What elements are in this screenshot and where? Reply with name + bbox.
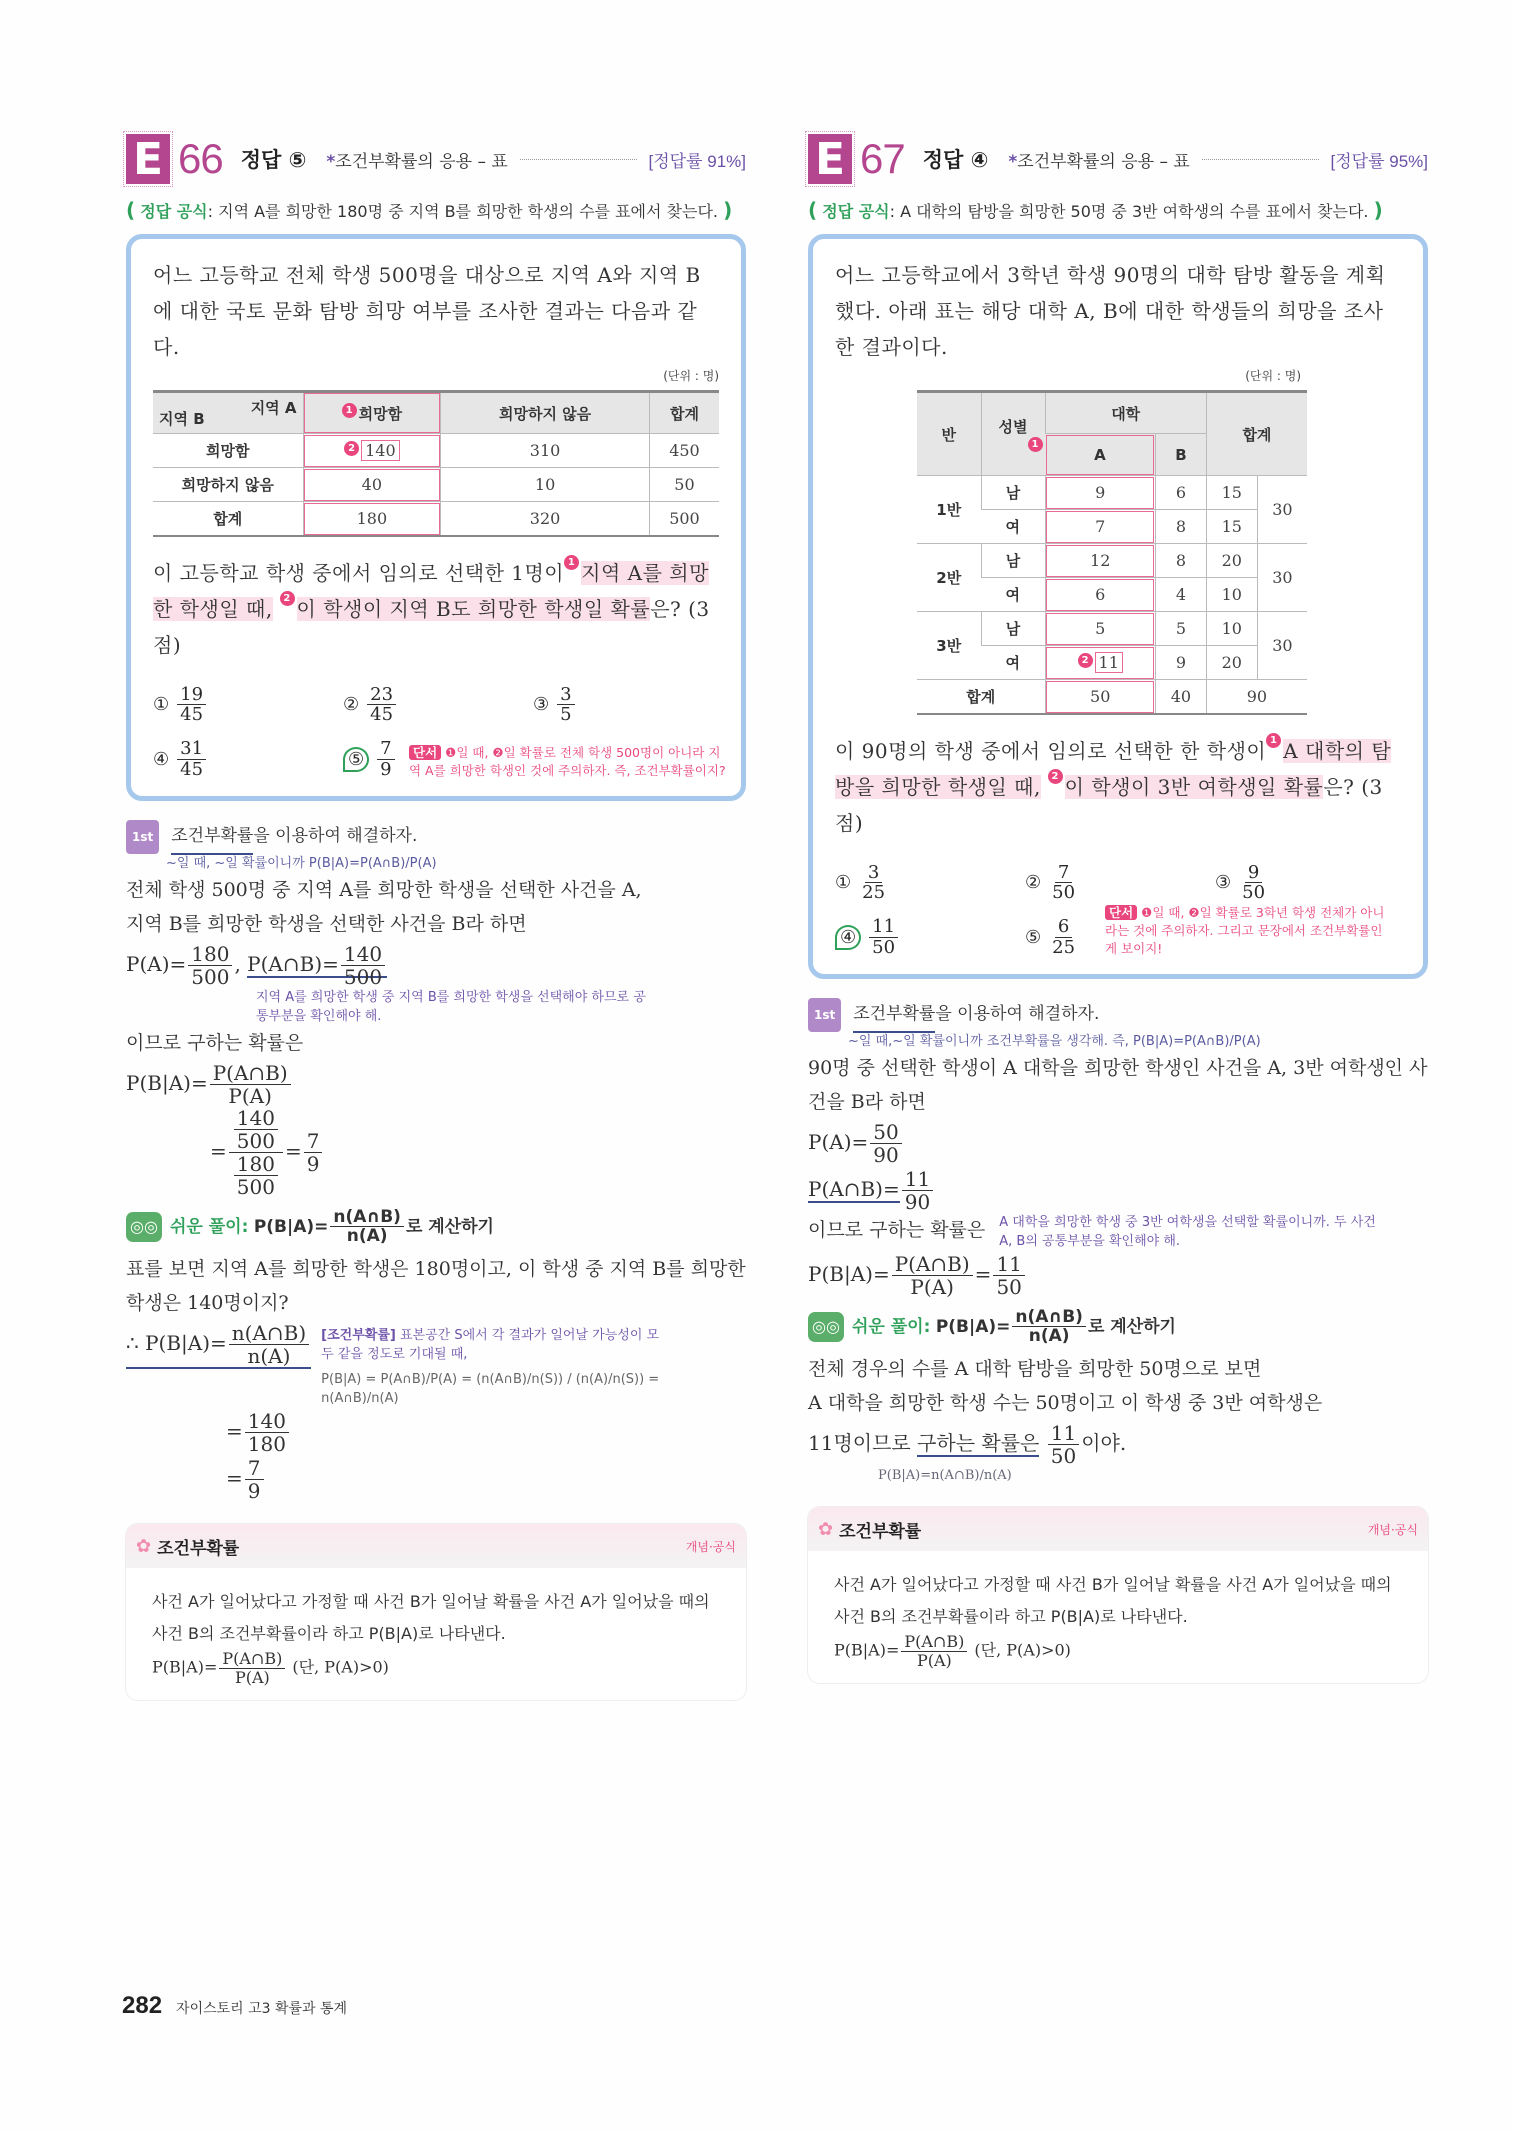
step-1: 1st 조건부확률 을 이용하여 해결하자. <box>126 819 746 855</box>
flower-icon: ✿ <box>818 1518 834 1540</box>
choice-4[interactable]: ④ $\frac{31}{45}$ <box>153 739 343 780</box>
answer-label: 정답 ⑤ <box>240 148 307 172</box>
topic: *조건부확률의 응용 – 표 <box>1008 151 1190 172</box>
concept-box: ✿ 조건부확률 개념·공식 사건 A가 일어났다고 가정할 때 사건 B가 일어날 확률을 사건 A가 일어났을 때의 사건 B의 조건부확률이라 하고 P(B|A)로 나타낸다. P(B|A)= $\frac{P(A\cap B)}{P(A)}$ (단, P(A)>0) <box>808 1507 1428 1683</box>
binoculars-icon: ◎◎ <box>126 1212 162 1242</box>
table-row: 합계 180 320 500 <box>153 502 719 536</box>
equation: P(B|A)= $\frac{P(A\cap B)}{P(A)}$ <box>126 1060 746 1107</box>
table-row: 여 6 4 10 <box>917 578 1307 612</box>
easy-solution-header: ◎◎ 쉬운 풀이: P(B|A)= $\frac{n(A\cap B)}{n(A)}$ 로 계산하기 <box>808 1308 1428 1346</box>
section-badge: E <box>808 134 852 184</box>
question-intro: 어느 고등학교 전체 학생 500명을 대상으로 지역 A와 지역 B에 대한 국토 문화 탐방 희망 여부를 조사한 결과는 다음과 같다. <box>153 263 701 359</box>
table-row: 2반 남 12 8 20 30 <box>917 544 1307 578</box>
table-row: 희망하지 않음 40 10 50 <box>153 468 719 502</box>
col-header: 합계 <box>649 392 719 434</box>
problem-number: 66 <box>178 135 223 182</box>
unit-label: (단위 : 명) <box>1245 369 1301 383</box>
hint-note: 단서 ❶일 때, ❷일 확률로 3학년 학생 전체가 아니라는 것에 주의하자. 그리고 문장에서 조건부확률인 게 보이지! <box>1105 904 1385 956</box>
answer-formula: ( 정답 공식: A 대학의 탐방을 희망한 50명 중 3반 여학생의 수를 표에서 찾는다. ) <box>808 198 1383 222</box>
table-row: 여 7 8 15 <box>917 510 1307 544</box>
step-1: 1st 조건부확률 을 이용하여 해결하자. <box>808 997 1428 1033</box>
equation: = $\frac{\frac{140}{500}}{\frac{180}{500}}$ = $\frac{7}{9}$ <box>210 1107 746 1198</box>
solution: 1st 조건부확률 을 이용하여 해결하자. ~일 때, ~일 확률이니까 P(B|A)=P(A∩B)/P(A) 전체 학생 500명 중 지역 A를 희망한 학생을 선택한 사건을 A, 지역 B를 희망한 학생을 선택한 사건을 B라 하면 P(A)= $\frac{180}{500}$ , P(A∩B)= $\frac{140}{500}$ 지역 A를 희망한 학생 중 지역 B를 희망한 학생을 선택해야 하므로 공통부분을 확인해야 해. 이므로 구하는 확률은 P(B|A)= $\frac{P(A\cap B)}{P(A)}$ = $\frac{\frac{140}{500}}{\frac{180}{500}}$ = $\frac{7}{9}$ ◎◎ 쉬운 풀이: P(B|A)= $\frac{n(A\cap B)}{n(A)}$ 로 계산하기 표를 보면 지역 A를 희망한 학생은 180명이고, 이 학생 중 지역 B를 희망한 학생은 140명이지? ∴ P(B|A)= $\frac{n(A\cap B)}{n(A)}$ [조건부확률] 표본공간 S에서 각 결과가 일어날 가능성이 모두 같을 정도로 기대될 때, P(B|A) = P(A∩B)/P(A) = (n(A∩B)/n(S)) / (n(A)/n(S)) = n(A∩B)/n(A) = $\frac{140}{180}$ = $\frac{7}{9}$ <box>126 819 746 1502</box>
topic: *조건부확률의 응용 – 표 <box>326 151 508 172</box>
col-header: 희망하지 않음 <box>441 392 650 434</box>
choice-1[interactable]: ① $\frac{19}{45}$ <box>153 685 343 726</box>
book-title: 자이스토리 고3 확률과 통계 <box>176 2001 348 2017</box>
concept-box: ✿ 조건부확률 개념·공식 사건 A가 일어났다고 가정할 때 사건 B가 일어날 확률을 사건 A가 일어났을 때의 사건 B의 조건부확률이라 하고 P(B|A)로 나타낸다. P(B|A)= $\frac{P(A\cap B)}{P(A)}$ (단, P(A)>0) <box>126 1524 746 1700</box>
problem-number: 67 <box>860 135 905 182</box>
choice-5-correct[interactable]: ⑤ $\frac{7}{9}$ <box>343 739 533 780</box>
problem-header <box>126 132 746 186</box>
col-header: 1 희망함 <box>303 392 441 434</box>
step-note: ~일 때,~일 확률이니까 조건부확률을 생각해. 즉, P(B|A)=P(A∩B)/P(A) <box>848 1033 1261 1049</box>
correct-rate: [정답률 91%] <box>648 151 746 171</box>
question-text: 이 고등학교 학생 중에서 임의로 선택한 1명이 1 지역 A를 희망한 학생일 때, 2 이 학생이 지역 B도 희망한 학생일 확률은? (3점) <box>153 556 710 657</box>
choice-1[interactable]: ① $\frac{3}{25}$ <box>835 861 886 904</box>
solution: 1st 조건부확률 을 이용하여 해결하자. ~일 때,~일 확률이니까 조건부확률을 생각해. 즉, P(B|A)=P(A∩B)/P(A) 90명 중 선택한 학생이 A 대학을 희망한 학생인 사건을 A, 3반 여학생인 사건을 B라 하면 P(A)= $\frac{50}{90}$ P(A∩B)= $\frac{11}{90}$ 이므로 구하는 확률은 A 대학을 희망한 학생 중 3반 여학생을 선택할 확률이니까. 두 사건 A, B의 공통부분을 확인해야 해. P(B|A)= $\frac{P(A\cap B)}{P(A)}$ = $\frac{11}{50}$ ◎◎ 쉬운 풀이: P(B|A)= $\frac{n(A\cap B)}{n(A)}$ 로 계산하기 전체 경우의 수를 A 대학 탐방을 희망한 50명으로 보면 A 대학을 희망한 학생 수는 50명이고 이 학생 중 3반 여학생은 11명이므로 구하는 확률은 $\frac{11}{50}$ 이야. P(B|A)=n(A∩B)/n(A) <box>808 997 1428 1485</box>
table-row: 여 2 11 9 20 <box>917 646 1307 680</box>
choice-4-correct[interactable]: ④ $\frac{11}{50}$ <box>835 917 1025 958</box>
equation: P(A)= $\frac{180}{500}$ , P(A∩B)= $\frac{140}{500}$ <box>126 941 746 988</box>
correct-rate: [정답률 95%] <box>1330 151 1428 171</box>
leader-dots <box>1202 159 1319 160</box>
binoculars-icon: ◎◎ <box>808 1312 844 1342</box>
table-row: 희망함 2 140 310 450 <box>153 434 719 468</box>
star-icon: * <box>326 151 336 172</box>
survey-table: 반 성별 1 대학 합계 A B 1반 남 9 6 15 30 여 7 8 15 2반 남 12 8 20 30 여 6 4 10 3반 남 5 5 10 30 여 2 11 9 20 합계 50 40 90 <box>917 390 1307 715</box>
marker-2-icon: 2 <box>344 441 359 456</box>
step-note: ~일 때, ~일 확률이니까 P(B|A)=P(A∩B)/P(A) <box>166 855 437 871</box>
choice-3[interactable]: ③ $\frac{3}{5}$ <box>533 685 723 726</box>
question-box <box>808 234 1428 979</box>
question-intro: 어느 고등학교에서 3학년 학생 90명의 대학 탐방 활동을 계획했다. 아래 표는 해당 대학 A, B에 대한 학생들의 희망을 조사한 결과이다. <box>835 263 1386 359</box>
easy-solution-header: ◎◎ 쉬운 풀이: P(B|A)= $\frac{n(A\cap B)}{n(A)}$ 로 계산하기 <box>126 1208 746 1246</box>
question-box <box>126 234 746 801</box>
choice-3[interactable]: ③ $\frac{9}{50}$ <box>1215 861 1266 904</box>
flower-icon: ✿ <box>136 1535 152 1557</box>
unit-label: (단위 : 명) <box>663 369 719 383</box>
problem-67 <box>808 132 1428 1683</box>
table-row: 3반 남 5 5 10 30 <box>917 612 1307 646</box>
survey-table <box>153 390 719 537</box>
problem-66 <box>126 132 746 1700</box>
page-footer <box>122 1992 347 2020</box>
page-number: 282 <box>122 1992 163 2019</box>
marker-1-icon: 1 <box>342 403 357 418</box>
hint-note: 단서 ❶일 때, ❷일 확률로 전체 학생 500명이 아니라 지역 A를 희망한 학생인 것에 주의하자. 즉, 조건부확률이지? <box>409 744 726 778</box>
table-row: 1반 남 9 6 15 30 <box>917 476 1307 510</box>
choice-2[interactable]: ② $\frac{7}{50}$ <box>1025 861 1076 904</box>
table-row: 합계 50 40 90 <box>917 680 1307 714</box>
problem-header <box>808 132 1428 186</box>
choice-2[interactable]: ② $\frac{23}{45}$ <box>343 685 533 726</box>
table-corner: 지역 A 지역 B <box>153 392 303 434</box>
answer-formula: ( 정답 공식: 지역 A를 희망한 180명 중 지역 B를 희망한 학생의 수를 표에서 찾는다. ) <box>126 198 733 222</box>
answer-label: 정답 ④ <box>922 148 989 172</box>
leader-dots <box>520 159 637 160</box>
star-icon: * <box>1008 151 1018 172</box>
section-badge: E <box>126 134 170 184</box>
choice-5[interactable]: ⑤ $\frac{6}{25}$ <box>1025 916 1076 958</box>
question-text: 이 90명의 학생 중에서 임의로 선택한 한 학생이 1 A 대학의 탐방을 희망한 학생일 때, 2 이 학생이 3반 여학생일 확률은? (3점) <box>835 734 1392 835</box>
